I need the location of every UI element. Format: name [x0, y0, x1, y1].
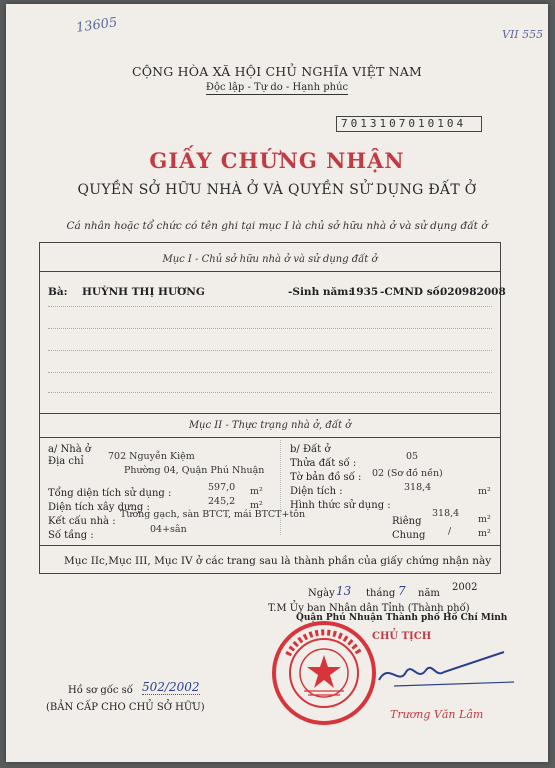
- copy-note: (BẢN CẤP CHO CHỦ SỞ HỮU): [46, 702, 205, 713]
- serial-number: 7013107010104: [336, 116, 482, 132]
- divider: [40, 413, 500, 414]
- certificate-subtitle: QUYỀN SỞ HỮU NHÀ Ở VÀ QUYỀN SỬ DỤNG ĐẤT Ở: [77, 182, 477, 198]
- shared-label: Chung: [392, 530, 426, 541]
- dotted-line: [48, 350, 492, 351]
- intro-text: Cá nhân hoặc tổ chức có tên ghi tại mục I là chủ sở hữu nhà ở và sử dụng đất ở: [66, 220, 488, 232]
- file-label: Hồ sơ gốc số: [68, 685, 133, 696]
- build-area-unit: m²: [250, 500, 263, 511]
- divider: [40, 271, 500, 272]
- private-value: 318,4: [432, 508, 460, 519]
- land-area-label: Diện tích :: [290, 486, 343, 497]
- land-heading: b/ Đất ở: [290, 444, 331, 455]
- id-label: -CMND số:: [380, 286, 444, 298]
- shared-value: /: [448, 526, 452, 537]
- dotted-line: [48, 306, 492, 307]
- issuer-line2: Quận Phú Nhuận Thành phố Hồ Chí Minh: [296, 613, 508, 623]
- signer-name: Trương Văn Lâm: [390, 708, 484, 721]
- section2-title: Mục II - Thực trạng nhà ở, đất ở: [188, 420, 352, 431]
- plot-label: Thửa đất số :: [290, 458, 357, 469]
- dotted-line: [48, 328, 492, 329]
- file-number: 502/2002: [142, 680, 200, 694]
- structure-label: Kết cấu nhà :: [48, 516, 116, 527]
- structure-value: Tường gạch, sàn BTCT, mái BTCT+tôn: [120, 509, 306, 520]
- section1-title: Mục I - Chủ sở hữu nhà ở và sử dụng đất ở: [162, 254, 378, 265]
- address-label: Địa chỉ: [48, 456, 84, 467]
- owner-name: HUỲNH THỊ HƯƠNG: [82, 286, 205, 298]
- map-label: Tờ bản đồ số :: [290, 472, 362, 483]
- birth-year: 1935: [349, 286, 379, 298]
- chairman-label: CHỦ TỊCH: [372, 631, 432, 642]
- date-year: 2002: [452, 582, 478, 593]
- build-area-value: 245,2: [208, 496, 236, 507]
- id-number: 020982008: [440, 286, 506, 298]
- national-title: CỘNG HÒA XÃ HỘI CHỦ NGHĨA VIỆT NAM: [131, 64, 423, 79]
- address-line2: Phường 04, Quận Phú Nhuận: [124, 465, 265, 476]
- date-year-label: năm: [418, 588, 440, 599]
- land-area-value: 318,4: [404, 482, 432, 493]
- address-line1: 702 Nguyễn Kiệm: [108, 451, 195, 462]
- plot-value: 05: [406, 451, 419, 462]
- total-area-label: Tổng diện tích sử dụng :: [48, 488, 172, 499]
- certificate-title: GIẤY CHỨNG NHẬN: [149, 148, 405, 173]
- floors-label: Số tầng :: [48, 530, 94, 541]
- dotted-line: [48, 372, 492, 373]
- total-area-value: 597,0: [208, 482, 236, 493]
- date-month: 7: [398, 584, 406, 598]
- issuer-line1: T.M Ủy ban Nhân dân Tỉnh (Thành phố): [268, 603, 470, 614]
- handwritten-number-top-left: 13605: [75, 15, 119, 36]
- date-day: 13: [336, 584, 352, 598]
- details-box: [39, 242, 506, 574]
- handwritten-number-top-right: VII 555: [502, 28, 544, 41]
- shared-unit: m²: [478, 528, 491, 539]
- build-area-label: Diện tích xây dựng :: [48, 502, 150, 513]
- birth-label: -Sinh năm:: [288, 286, 353, 298]
- divider: [40, 437, 500, 438]
- date-day-label: Ngày: [308, 588, 335, 599]
- footnote: Mục IIc,Mục III, Mục IV ở các trang sau là thành phần của giấy chứng nhận này: [64, 555, 492, 567]
- column-divider: [280, 440, 281, 535]
- private-label: Riêng: [392, 516, 422, 527]
- land-area-unit: m²: [478, 486, 491, 497]
- total-area-unit: m²: [250, 486, 263, 497]
- certificate-page: [6, 4, 548, 762]
- date-month-label: tháng: [366, 588, 396, 599]
- house-heading: a/ Nhà ở: [48, 444, 91, 455]
- dotted-line: [48, 392, 492, 393]
- use-form-label: Hình thức sử dụng :: [290, 500, 391, 511]
- private-unit: m²: [478, 514, 491, 525]
- floors-value: 04+sân: [150, 524, 187, 535]
- national-motto: Độc lập - Tự do - Hạnh phúc: [205, 82, 349, 93]
- chairman-signature: [374, 642, 514, 702]
- owner-prefix: Bà:: [48, 286, 68, 298]
- map-value: 02 (Sơ đồ nền): [372, 468, 443, 479]
- official-seal: [268, 619, 380, 727]
- divider: [40, 545, 500, 546]
